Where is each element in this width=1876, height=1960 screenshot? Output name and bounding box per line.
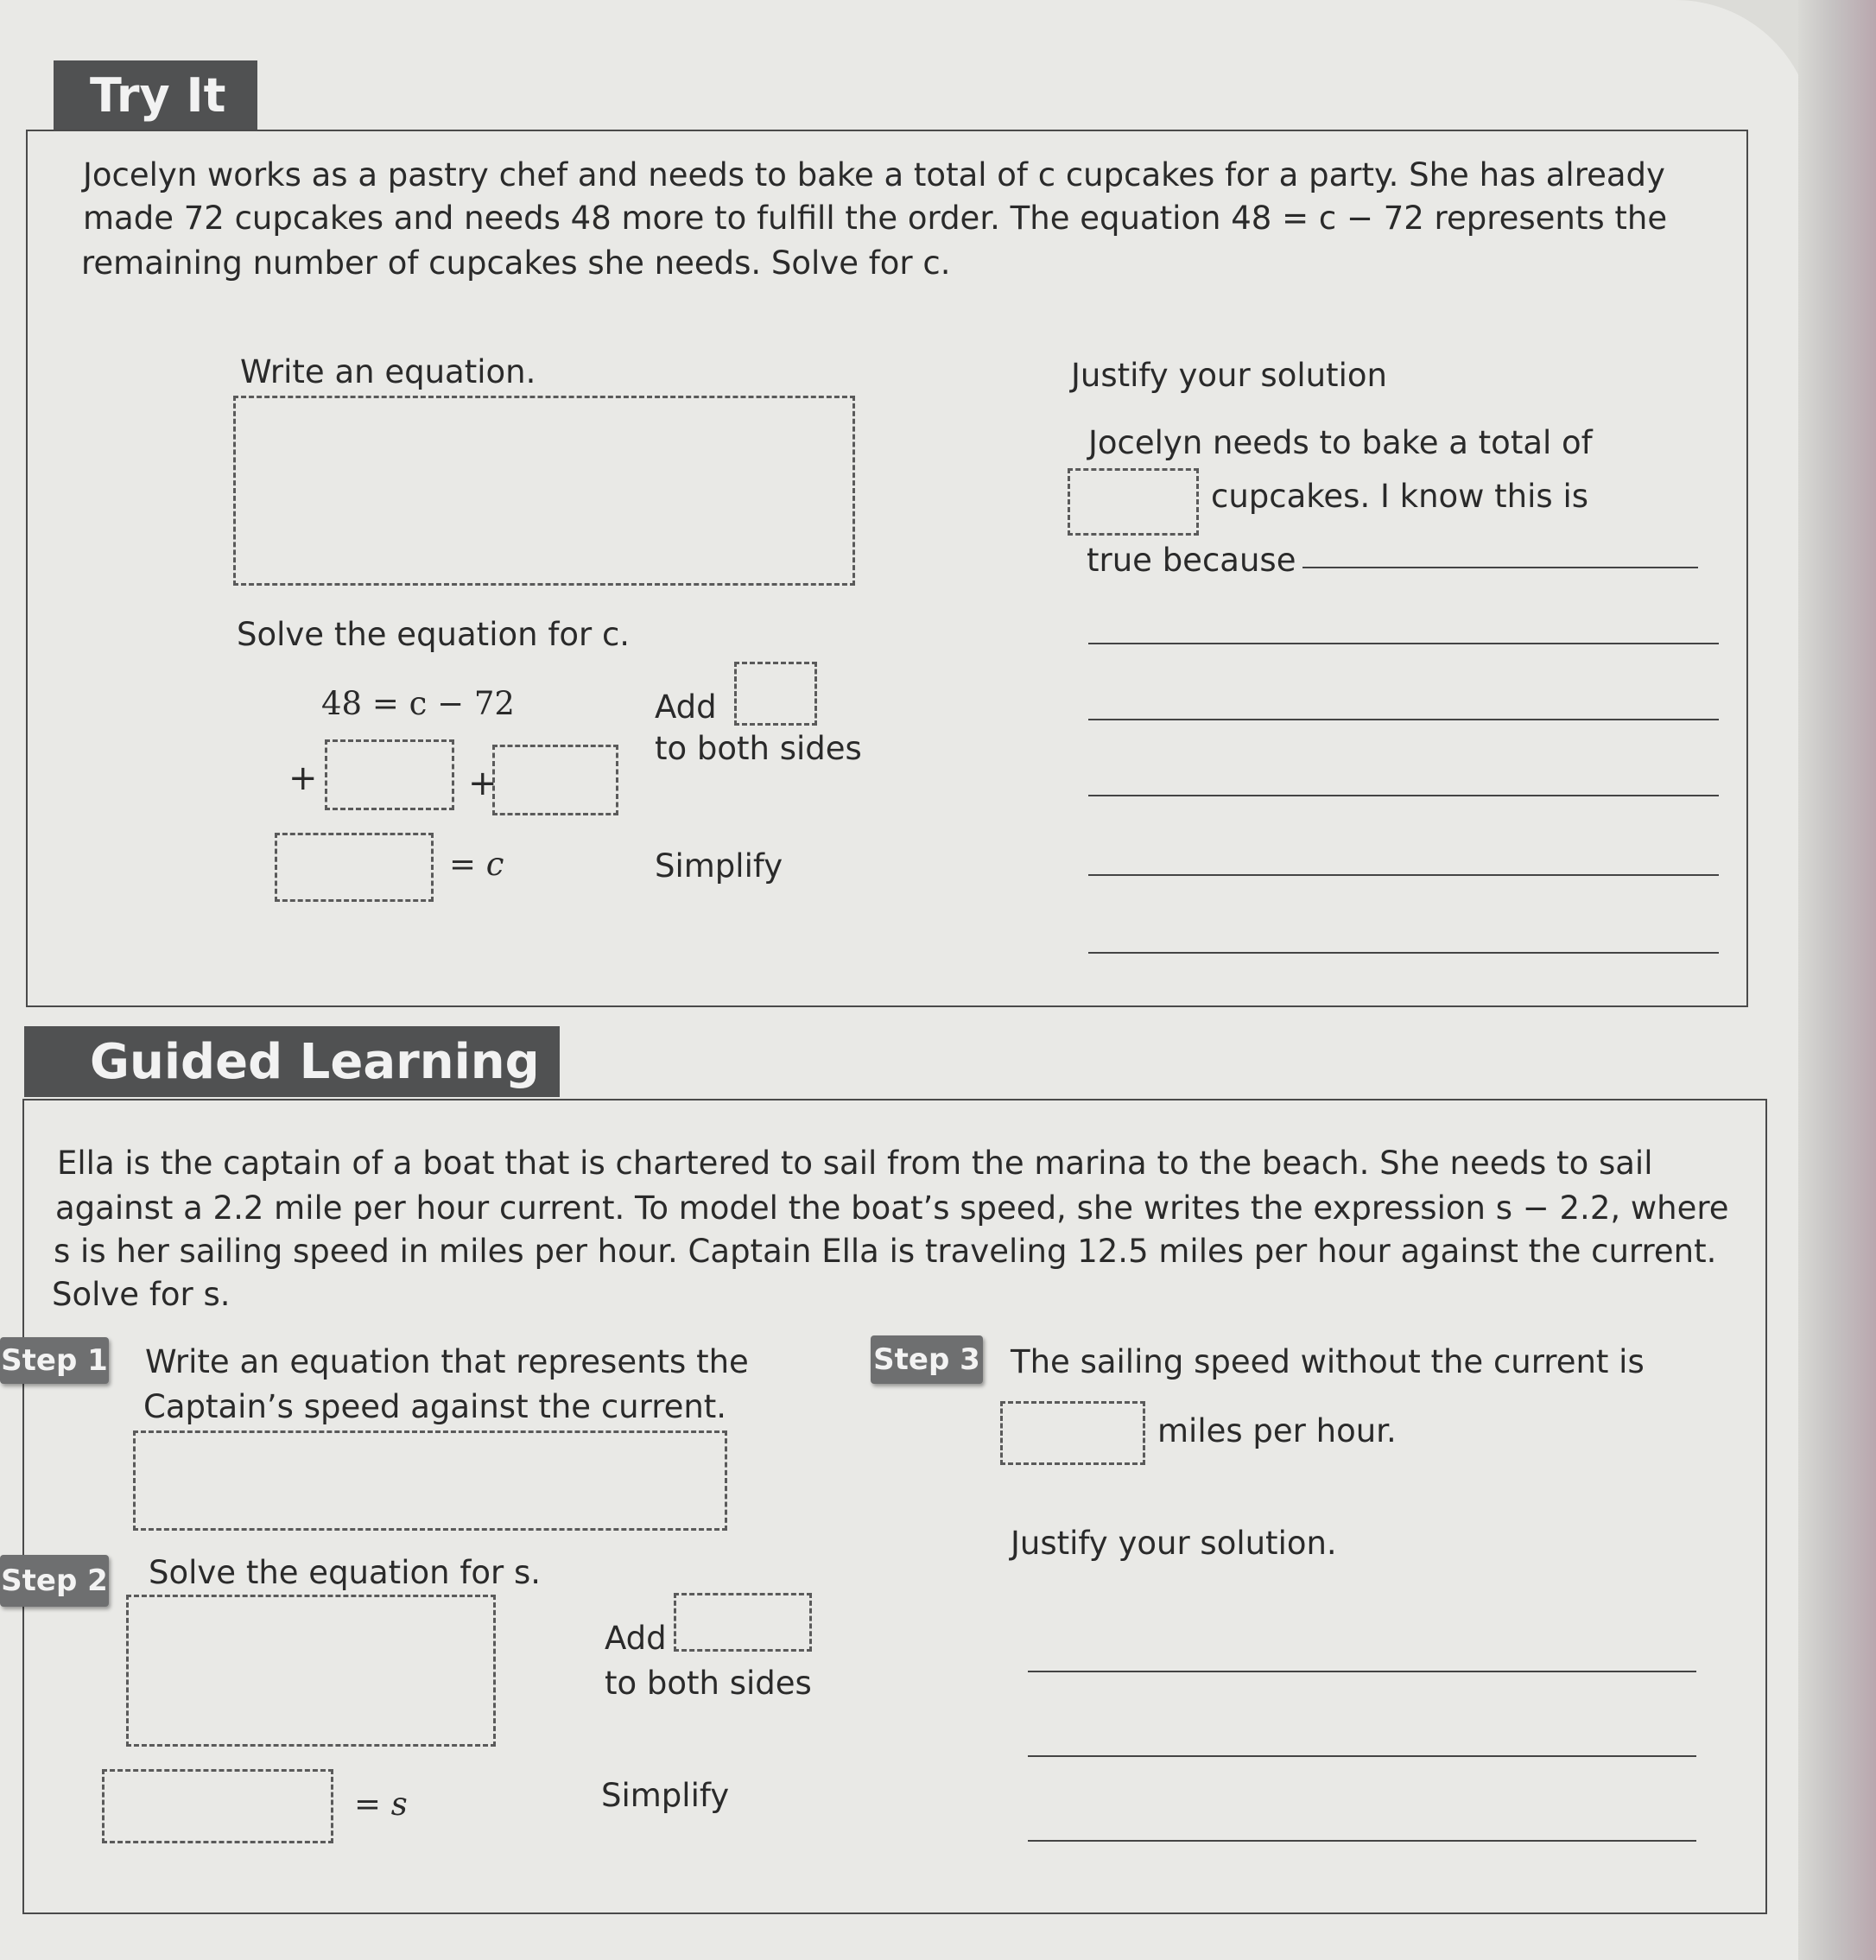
solve-for-c-label: Solve the equation for c. xyxy=(237,616,631,653)
justify-answer-line-6[interactable] xyxy=(1088,952,1719,954)
plus-sign-right: + xyxy=(468,764,498,803)
try-it-justify-label: Justify your solution xyxy=(1071,357,1387,394)
guided-problem-line4: Solve for s. xyxy=(52,1276,231,1313)
step3-answer-line-1[interactable] xyxy=(1028,1671,1696,1672)
step3-badge: Step 3 xyxy=(871,1335,983,1384)
simplify-label: Simplify xyxy=(655,847,783,885)
sailing-speed-box[interactable] xyxy=(1000,1401,1145,1465)
step3-text: The sailing speed without the current is xyxy=(1011,1343,1645,1380)
add-left-box[interactable] xyxy=(325,739,454,810)
total-cupcakes-box[interactable] xyxy=(1068,468,1199,536)
step1-badge: Step 1 xyxy=(0,1337,109,1384)
guided-problem-line1: Ella is the captain of a boat that is chartered to sail from the marina to the beach. She needs to sail xyxy=(57,1145,1653,1182)
both-sides-label: to both sides xyxy=(655,730,862,767)
step2-add-value-box[interactable] xyxy=(674,1593,812,1652)
justify-answer-line-2[interactable] xyxy=(1088,643,1719,644)
justify-answer-line-4[interactable] xyxy=(1088,795,1719,796)
step2-simplified-box[interactable] xyxy=(102,1769,333,1843)
write-equation-label: Write an equation. xyxy=(240,353,536,390)
step1-text-2: Captain’s speed against the current. xyxy=(143,1388,727,1425)
try-it-problem-line2: made 72 cupcakes and needs 48 more to fulfill the order. The equation 48 = c − 72 represents the xyxy=(83,200,1668,237)
justify-text-2: cupcakes. I know this is xyxy=(1211,478,1589,515)
mph-label: miles per hour. xyxy=(1157,1412,1397,1449)
justify-answer-line-5[interactable] xyxy=(1088,874,1719,876)
try-it-problem-line1: Jocelyn works as a pastry chef and needs to bake a total of c cupcakes for a party. She has already xyxy=(83,156,1665,193)
step3-justify-label: Justify your solution. xyxy=(1011,1525,1337,1562)
simplified-value-box[interactable] xyxy=(275,833,434,902)
step2-work-box[interactable] xyxy=(126,1595,496,1747)
step2-both-sides-label: to both sides xyxy=(605,1665,812,1702)
step3-answer-line-2[interactable] xyxy=(1028,1755,1696,1757)
add-right-box[interactable] xyxy=(492,745,618,815)
justify-text-1: Jocelyn needs to bake a total of xyxy=(1088,424,1593,461)
step2-text: Solve the equation for s. xyxy=(149,1554,541,1591)
write-equation-box[interactable] xyxy=(233,396,855,586)
guided-learning-heading: Guided Learning xyxy=(24,1026,560,1097)
equals-s-label: = s xyxy=(354,1786,408,1823)
try-it-problem-line3: remaining number of cupcakes she needs. Solve for c. xyxy=(81,244,951,282)
guided-problem-line3: s is her sailing speed in miles per hour. Captain Ella is traveling 12.5 miles per hour against the current. xyxy=(54,1233,1717,1270)
guided-problem-line2: against a 2.2 mile per hour current. To model the boat’s speed, she writes the expression s − 2.2, where xyxy=(55,1189,1729,1227)
justify-answer-line-1[interactable] xyxy=(1302,567,1698,568)
step1-text-1: Write an equation that represents the xyxy=(145,1343,749,1380)
step3-answer-line-3[interactable] xyxy=(1028,1840,1696,1842)
page-edge xyxy=(1798,0,1876,1960)
equation-48-c-72: 48 = c − 72 xyxy=(321,685,515,722)
step2-add-label: Add xyxy=(605,1620,667,1657)
plus-sign-left: + xyxy=(288,758,318,798)
justify-answer-line-3[interactable] xyxy=(1088,719,1719,720)
add-value-box[interactable] xyxy=(734,662,817,726)
step2-simplify-label: Simplify xyxy=(601,1777,730,1814)
step2-badge: Step 2 xyxy=(0,1555,109,1607)
try-it-heading: Try It xyxy=(54,60,257,130)
justify-text-3: true because xyxy=(1087,542,1296,579)
equals-c-label: = c xyxy=(449,846,504,883)
step1-equation-box[interactable] xyxy=(133,1430,727,1531)
add-label: Add xyxy=(655,688,717,726)
